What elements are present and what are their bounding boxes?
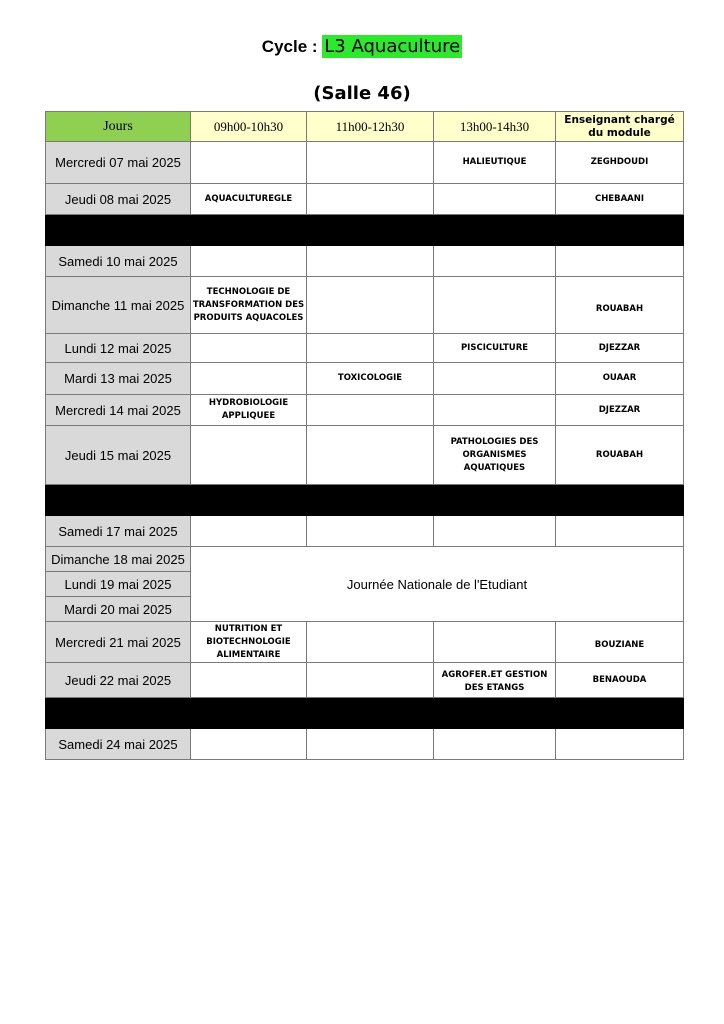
blackout-cell: [434, 698, 556, 729]
blackout-row: [46, 485, 684, 516]
slot3-cell: [434, 277, 556, 334]
teacher-cell: BOUZIANE: [556, 622, 684, 663]
slot1-cell: [191, 663, 307, 698]
blackout-cell: [556, 215, 684, 246]
day-cell: Mardi 13 mai 2025: [46, 363, 191, 395]
header-days: Jours: [46, 112, 191, 142]
slot3-cell: AGROFER.ET GESTION DES ETANGS: [434, 663, 556, 698]
table-row: [46, 547, 684, 572]
blackout-row: [46, 698, 684, 729]
day-cell: Lundi 12 mai 2025: [46, 334, 191, 363]
teacher-cell: BENAOUDA: [556, 663, 684, 698]
day-cell: Jeudi 15 mai 2025: [46, 426, 191, 485]
blackout-cell: [191, 698, 307, 729]
teacher-cell: [556, 246, 684, 277]
table-row: [46, 663, 684, 698]
day-cell: Samedi 10 mai 2025: [46, 246, 191, 277]
day-cell: Samedi 24 mai 2025: [46, 729, 191, 760]
table-row: [46, 277, 684, 334]
program-name: L3 Aquaculture: [324, 36, 461, 57]
slot1-cell: [191, 142, 307, 184]
slot2-cell: [307, 142, 434, 184]
header-row: [46, 112, 684, 142]
table-row: [46, 729, 684, 760]
slot1-cell: HYDROBIOLOGIE APPLIQUEE: [191, 395, 307, 426]
blackout-cell: [307, 698, 434, 729]
day-cell: Samedi 17 mai 2025: [46, 516, 191, 547]
slot2-cell: [307, 426, 434, 485]
teacher-cell: CHEBAANI: [556, 184, 684, 215]
table-row: [46, 184, 684, 215]
day-cell: Mardi 20 mai 2025: [46, 597, 191, 622]
teacher-cell: [556, 516, 684, 547]
slot3-cell: [434, 246, 556, 277]
day-cell: Jeudi 22 mai 2025: [46, 663, 191, 698]
blackout-cell: [46, 485, 191, 516]
table-row: [46, 142, 684, 184]
document-title: [0, 36, 724, 57]
slot3-cell: PISCICULTURE: [434, 334, 556, 363]
header-slot3: 13h00-14h30: [434, 112, 556, 142]
blackout-row: [46, 215, 684, 246]
slot3-cell: [434, 184, 556, 215]
blackout-cell: [307, 485, 434, 516]
holiday-event-cell: Journée Nationale de l'Etudiant: [191, 547, 684, 622]
slot3-cell: HALIEUTIQUE: [434, 142, 556, 184]
header-slot1: 09h00-10h30: [191, 112, 307, 142]
day-cell: Mercredi 14 mai 2025: [46, 395, 191, 426]
table-row: [46, 426, 684, 485]
blackout-cell: [556, 485, 684, 516]
teacher-cell: [556, 729, 684, 760]
teacher-cell: ROUABAH: [556, 426, 684, 485]
cycle-label: Cycle :: [261, 37, 318, 56]
slot2-cell: [307, 663, 434, 698]
slot2-cell: [307, 277, 434, 334]
table-row: [46, 246, 684, 277]
slot1-cell: AQUACULTUREGLE: [191, 184, 307, 215]
slot3-cell: [434, 729, 556, 760]
slot2-cell: [307, 516, 434, 547]
day-cell: Dimanche 18 mai 2025: [46, 547, 191, 572]
blackout-cell: [307, 215, 434, 246]
slot2-cell: [307, 334, 434, 363]
slot1-cell: NUTRITION ET BIOTECHNOLOGIE ALIMENTAIRE: [191, 622, 307, 663]
blackout-cell: [434, 485, 556, 516]
day-cell: Mercredi 07 mai 2025: [46, 142, 191, 184]
slot1-cell: [191, 334, 307, 363]
slot1-cell: [191, 426, 307, 485]
slot3-cell: PATHOLOGIES DES ORGANISMES AQUATIQUES: [434, 426, 556, 485]
day-cell: Mercredi 21 mai 2025: [46, 622, 191, 663]
table-row: [46, 395, 684, 426]
slot3-cell: [434, 363, 556, 395]
teacher-cell: OUAAR: [556, 363, 684, 395]
header-teacher: Enseignant chargé du module: [556, 112, 684, 142]
teacher-cell: ROUABAH: [556, 277, 684, 334]
day-cell: Dimanche 11 mai 2025: [46, 277, 191, 334]
slot2-cell: [307, 395, 434, 426]
slot1-cell: [191, 516, 307, 547]
table-row: [46, 516, 684, 547]
blackout-cell: [191, 485, 307, 516]
teacher-cell: ZEGHDOUDI: [556, 142, 684, 184]
day-cell: Lundi 19 mai 2025: [46, 572, 191, 597]
slot1-cell: [191, 363, 307, 395]
slot1-cell: TECHNOLOGIE DE TRANSFORMATION DES PRODUITS AQUACOLES: [191, 277, 307, 334]
slot3-cell: [434, 395, 556, 426]
blackout-cell: [46, 698, 191, 729]
slot2-cell: [307, 729, 434, 760]
slot2-cell: [307, 184, 434, 215]
header-slot2: 11h00-12h30: [307, 112, 434, 142]
slot2-cell: [307, 622, 434, 663]
slot2-cell: TOXICOLOGIE: [307, 363, 434, 395]
table-row: [46, 334, 684, 363]
table-row: [46, 363, 684, 395]
schedule-table: [45, 111, 684, 760]
blackout-cell: [556, 698, 684, 729]
slot3-cell: [434, 622, 556, 663]
room-label: (Salle 46): [313, 83, 411, 104]
day-cell: Jeudi 08 mai 2025: [46, 184, 191, 215]
teacher-cell: DJEZZAR: [556, 395, 684, 426]
slot2-cell: [307, 246, 434, 277]
slot1-cell: [191, 729, 307, 760]
table-row: [46, 622, 684, 663]
blackout-cell: [191, 215, 307, 246]
blackout-cell: [434, 215, 556, 246]
blackout-cell: [46, 215, 191, 246]
teacher-cell: DJEZZAR: [556, 334, 684, 363]
slot3-cell: [434, 516, 556, 547]
slot1-cell: [191, 246, 307, 277]
